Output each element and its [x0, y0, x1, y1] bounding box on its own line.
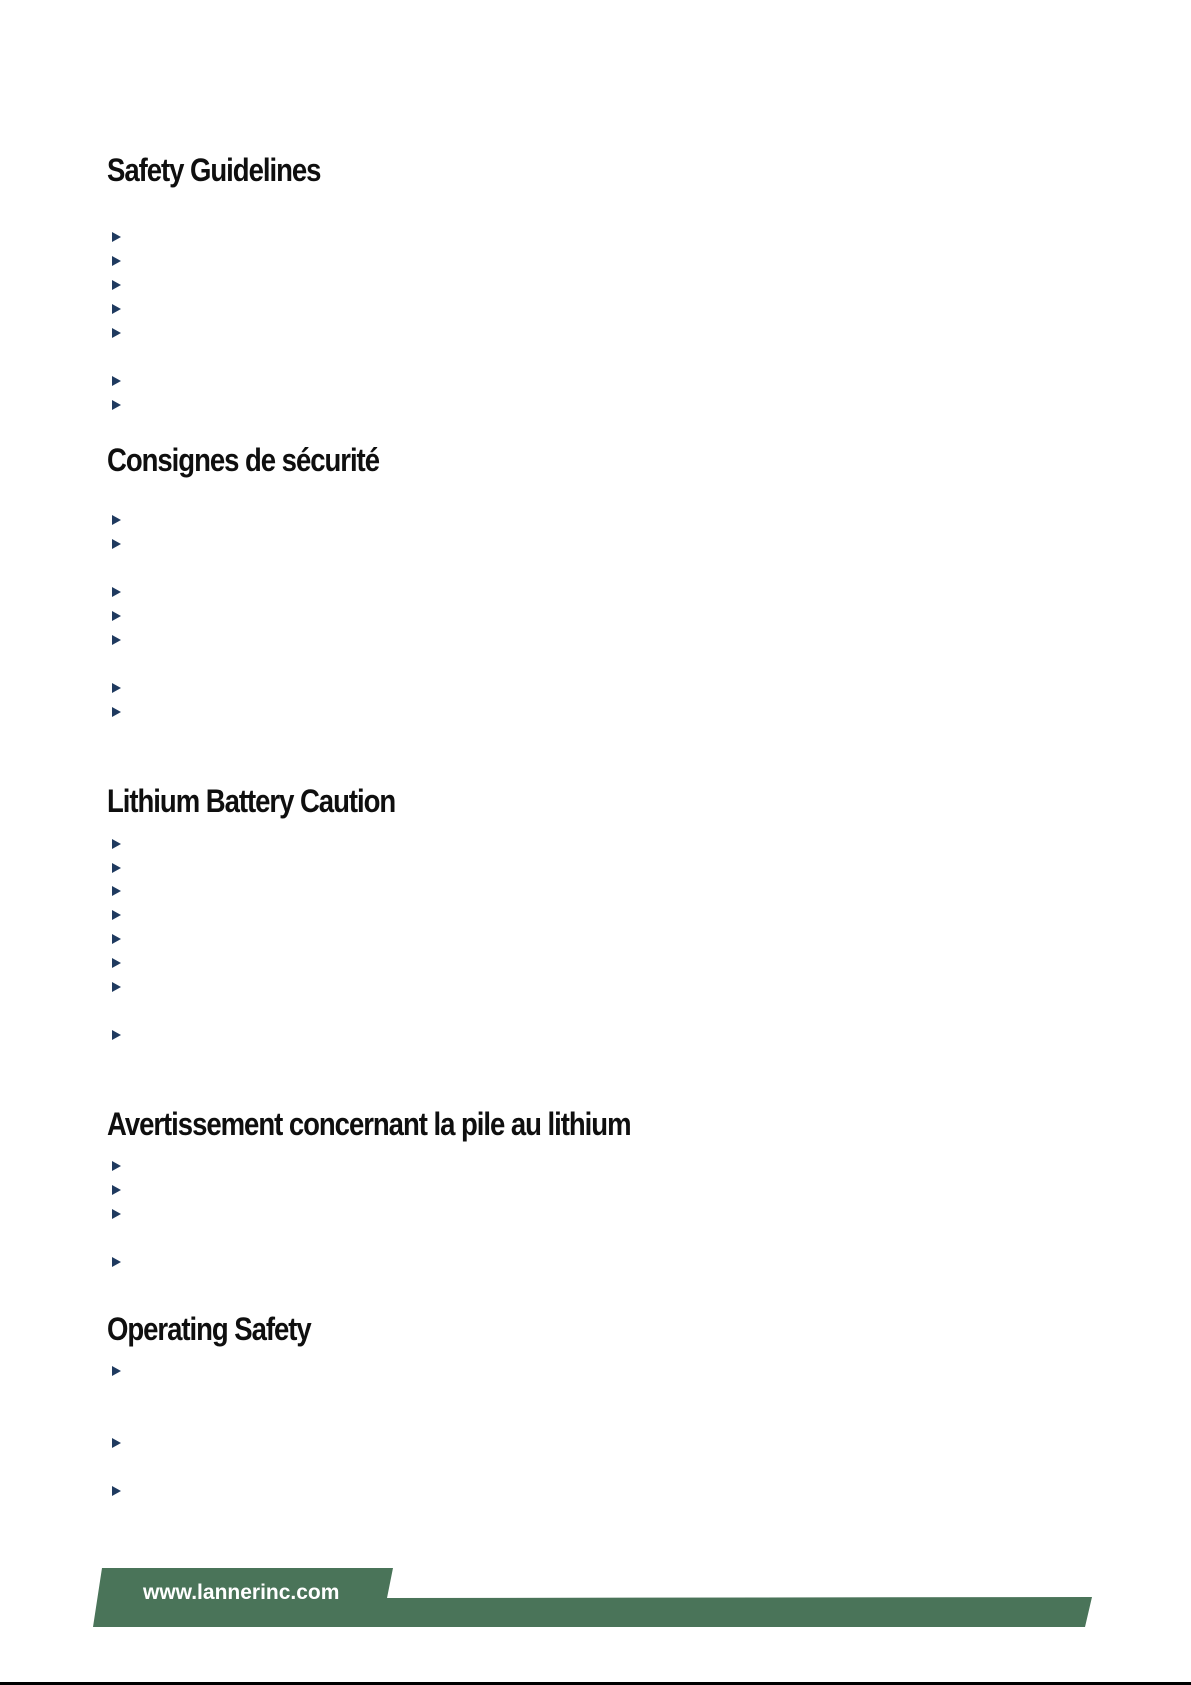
triangle-bullet-icon	[112, 886, 121, 896]
triangle-bullet-icon	[112, 611, 121, 621]
section-heading-avertissement-pile-lithium: Avertissement concernant la pile au lithium	[107, 1106, 631, 1142]
triangle-bullet-icon	[112, 635, 121, 645]
triangle-bullet-icon	[112, 1030, 121, 1040]
triangle-bullet-icon	[112, 256, 121, 266]
triangle-bullet-icon	[112, 910, 121, 920]
section-heading-consignes-de-securite: Consignes de sécurité	[107, 442, 379, 478]
triangle-bullet-icon	[112, 328, 121, 338]
triangle-bullet-icon	[112, 839, 121, 849]
triangle-bullet-icon	[112, 1209, 121, 1219]
triangle-bullet-icon	[112, 1486, 121, 1496]
triangle-bullet-icon	[112, 1185, 121, 1195]
triangle-bullet-icon	[112, 863, 121, 873]
triangle-bullet-icon	[112, 958, 121, 968]
triangle-bullet-icon	[112, 587, 121, 597]
triangle-bullet-icon	[112, 400, 121, 410]
triangle-bullet-icon	[112, 539, 121, 549]
triangle-bullet-icon	[112, 934, 121, 944]
triangle-bullet-icon	[112, 1366, 121, 1376]
section-heading-operating-safety: Operating Safety	[107, 1311, 311, 1347]
triangle-bullet-icon	[112, 982, 121, 992]
triangle-bullet-icon	[112, 304, 121, 314]
triangle-bullet-icon	[112, 1161, 121, 1171]
section-heading-lithium-battery-caution: Lithium Battery Caution	[107, 783, 396, 819]
triangle-bullet-icon	[112, 515, 121, 525]
triangle-bullet-icon	[112, 707, 121, 717]
triangle-bullet-icon	[112, 1257, 121, 1267]
triangle-bullet-icon	[112, 683, 121, 693]
footer-website-link[interactable]: www.lannerinc.com	[143, 1581, 340, 1604]
triangle-bullet-icon	[112, 1438, 121, 1448]
triangle-bullet-icon	[112, 280, 121, 290]
triangle-bullet-icon	[112, 232, 121, 242]
triangle-bullet-icon	[112, 376, 121, 386]
section-heading-safety-guidelines: Safety Guidelines	[107, 152, 321, 188]
